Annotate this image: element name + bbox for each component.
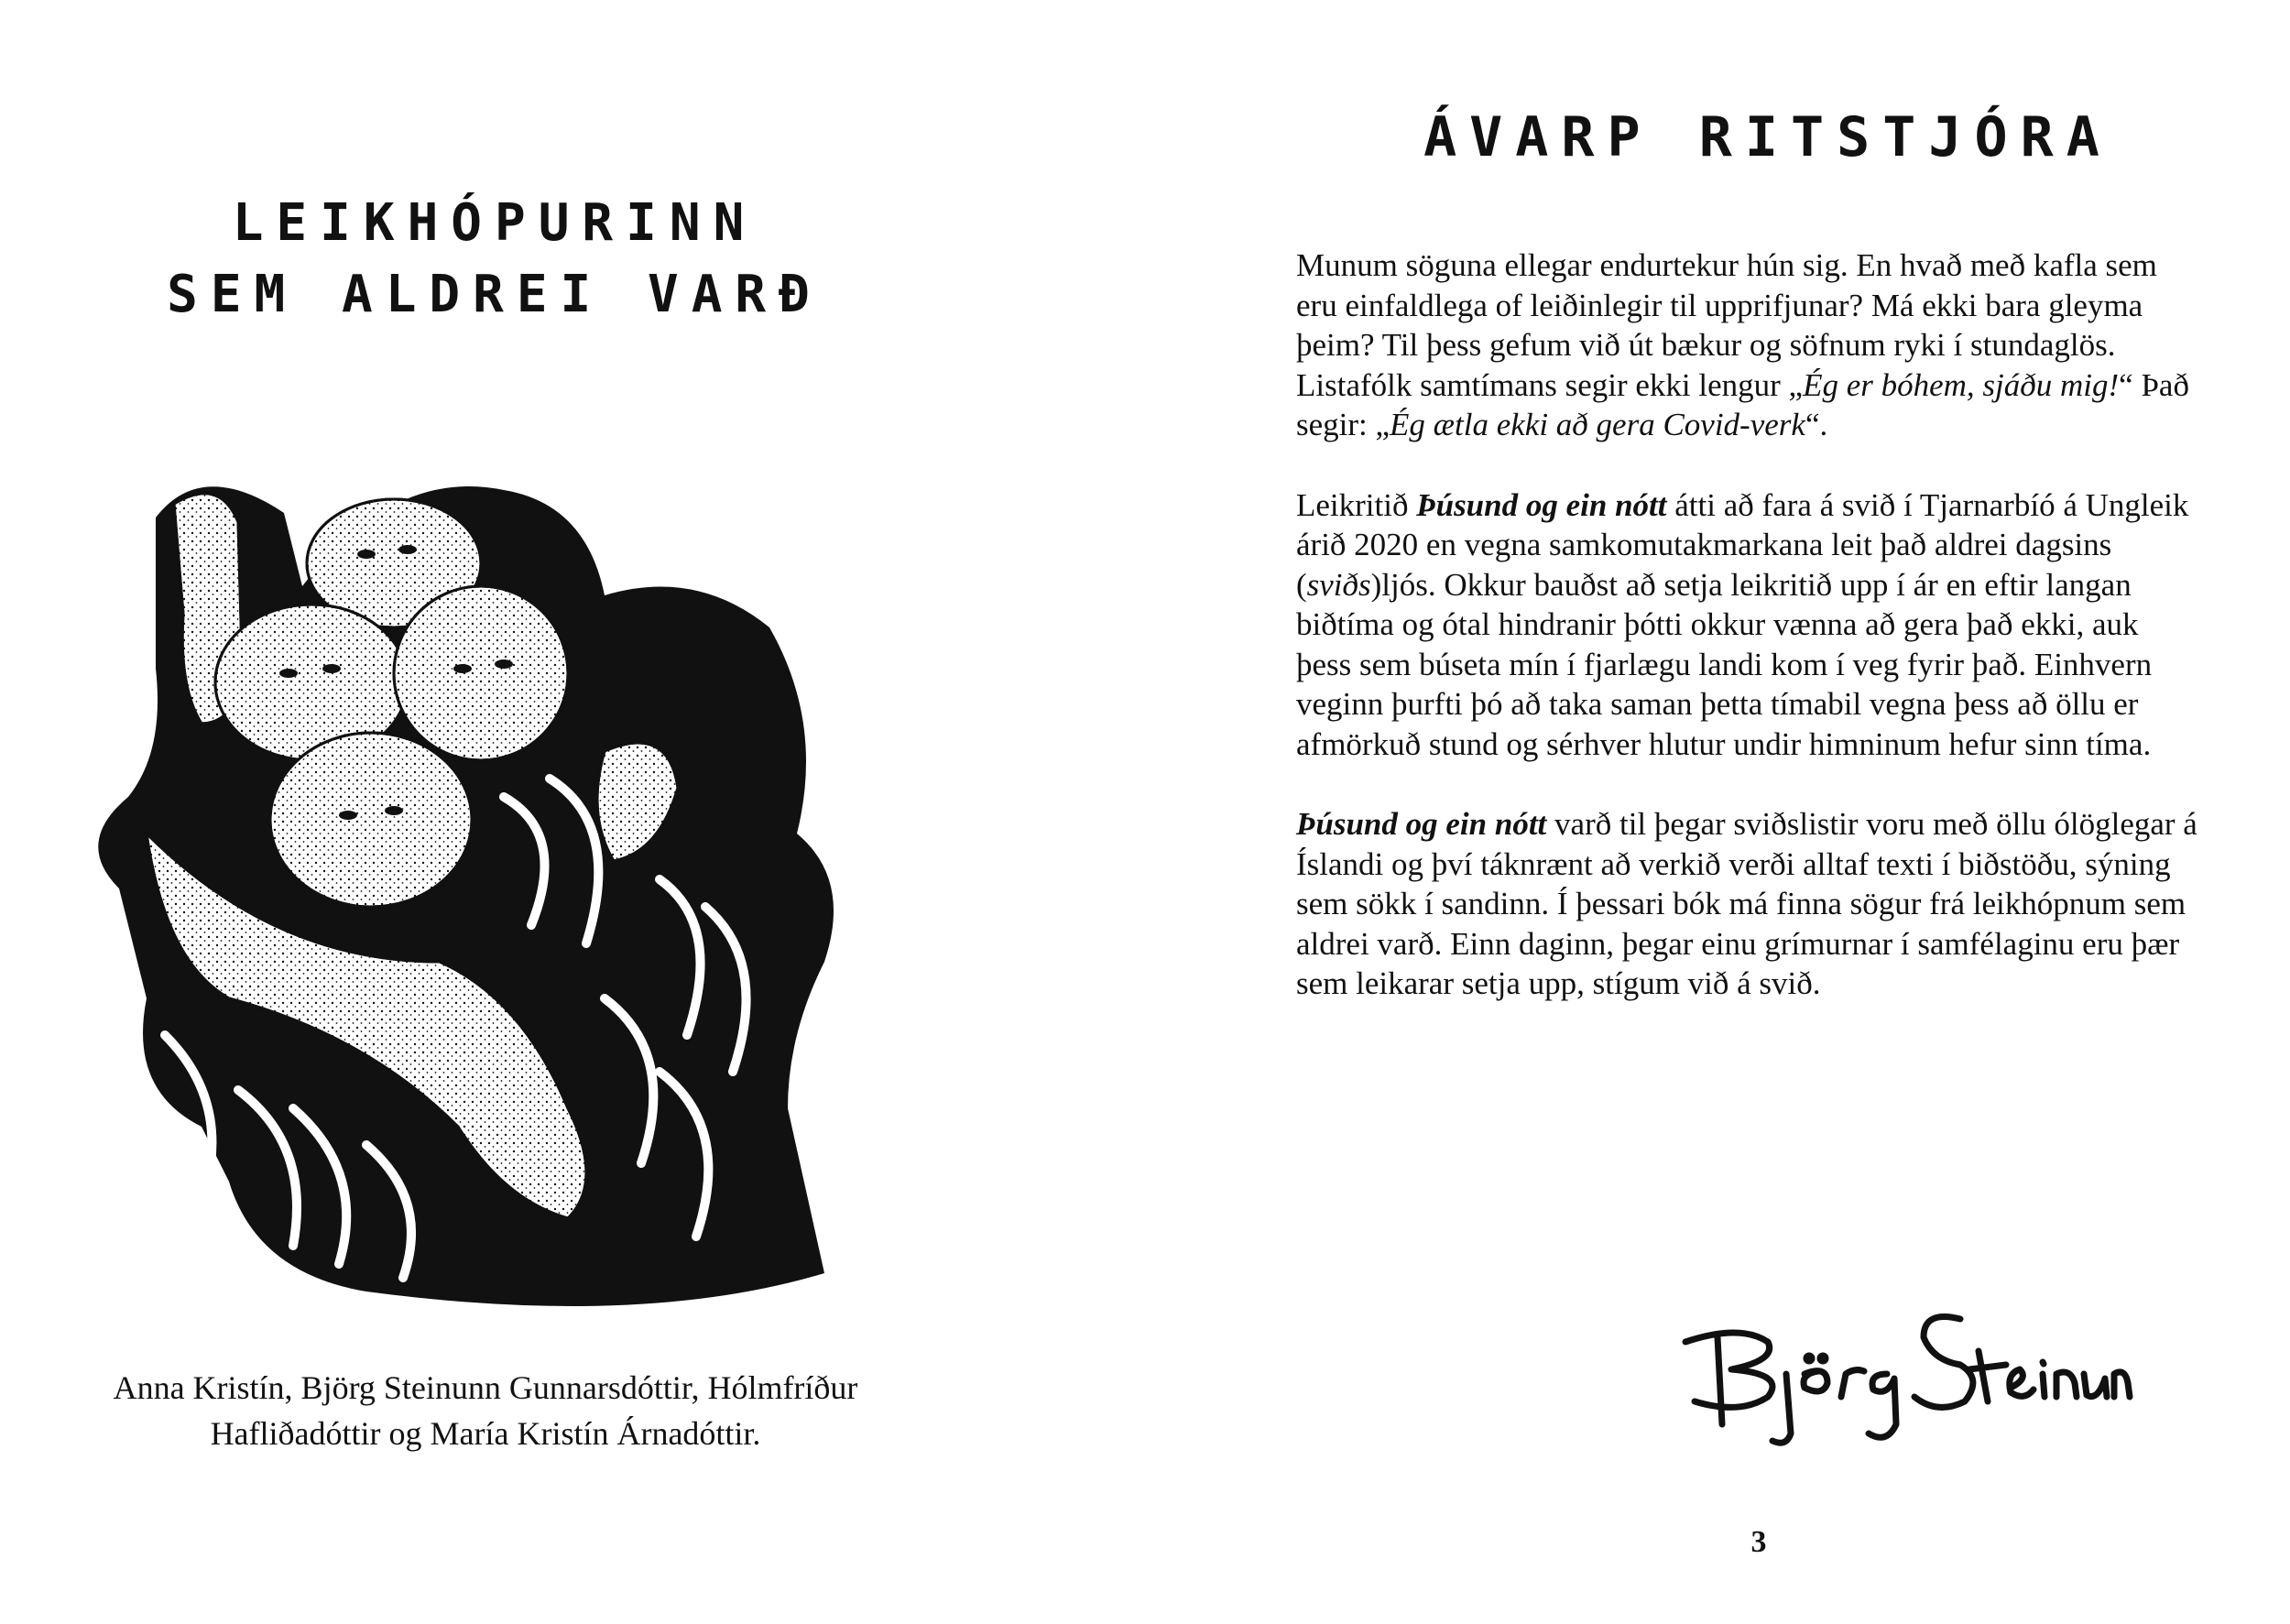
text-run: )ljós. Okkur bauðst að setja leikritið upp í ár en eftir langan biðtíma og ótal hindranir þótti okkur vænna að gera það ekki, auk þess sem búseta mín í fjarlægu landi kom í veg fyrir það. Einhvern veginn þurfti þó að taka saman þetta tímabil vegna þess að öllu er afmörkuð stund og sérhver hlutur undir himninum hefur sinn tíma. <box>1296 566 2153 762</box>
paragraph-3 <box>1296 804 2198 1004</box>
text-run: Leikritið <box>1296 486 1417 523</box>
paragraph-2 <box>1296 485 2198 765</box>
editor-address-body <box>1296 245 2198 1044</box>
editor-address-title: ÁVARP RITSTJÓRA <box>1423 105 2112 169</box>
left-page-title <box>137 188 852 331</box>
text-run: átti að fara á svið í Tjarnarbíó á Ungleik árið 2020 en vegna samkomutakmarkana leit það aldrei dagsins ( <box>1296 486 2189 603</box>
text-run: “ Það segir: „ <box>1296 366 2189 442</box>
italic-word: sviðs <box>1306 566 1371 603</box>
text-run: “. <box>1805 407 1828 442</box>
page-number: 3 <box>1750 1525 1767 1559</box>
text-run: varð til þegar sviðslistir voru með öllu ólöglegar á Íslandi og því táknrænt að verkið verði alltaf texti í biðstöðu, sýning sem sökk í sandinn. Í þessari bók má finna sögur frá leikhópnum sem aldrei varð. Einn daginn, þegar einu grímurnar í samfélaginu eru þær sem leikarar setja upp, stígum við á svið. <box>1296 806 2197 1001</box>
play-title: Þúsund og ein nótt <box>1296 806 1547 842</box>
left-title-line2: SEM ALDREI VARÐ <box>167 265 823 324</box>
play-title: Þúsund og ein nótt <box>1416 486 1667 523</box>
left-title-line1: LEIKHÓPURINN <box>232 193 758 253</box>
authors-caption: Anna Kristín, Björg Steinunn Gunnarsdóttir, Hólmfríður Hafliðadóttir og María Kristín Árnadóttir. <box>113 1369 858 1452</box>
handwritten-signature-icon <box>1667 1287 2143 1447</box>
italic-quote: Ég ætla ekki að gera Covid-verk <box>1390 407 1805 442</box>
paragraph-1 <box>1296 245 2198 445</box>
text-run: Munum söguna ellegar endurtekur hún sig. En hvað með kafla sem eru einfaldlega of leiðinlegir til upprifjunar? Má ekki bara gleyma þeim? Til þess gefum við út bækur og söfnum ryki í stundaglös. Listafólk samtímans segir ekki lengur „ <box>1296 247 2157 403</box>
ink-drawing-four-women-icon <box>92 449 1026 1328</box>
right-page <box>1145 0 2290 1624</box>
italic-quote: Ég er bóhem, sjáðu mig! <box>1803 366 2120 403</box>
